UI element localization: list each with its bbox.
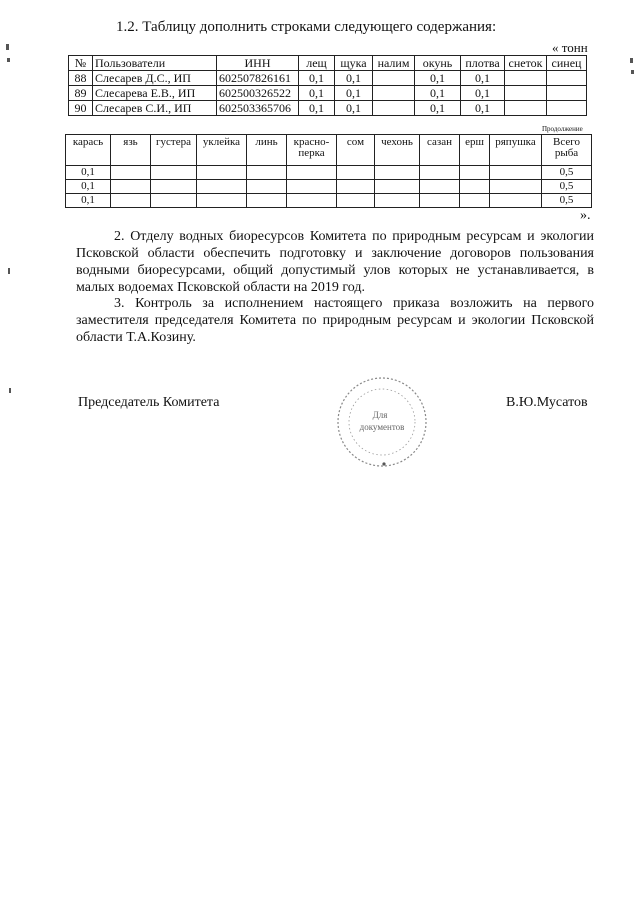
table-cell	[460, 166, 490, 180]
table-cell: 0,5	[542, 166, 592, 180]
column-header: красно-перка	[287, 135, 337, 166]
table-cell: Слесарева Е.В., ИП	[93, 86, 217, 101]
table-cell	[337, 180, 375, 194]
table-cell	[460, 194, 490, 208]
table-cell: 0,5	[542, 180, 592, 194]
column-header: чехонь	[375, 135, 420, 166]
column-header: синец	[547, 56, 587, 71]
table-cell	[247, 166, 287, 180]
quota-table-continuation	[65, 134, 592, 208]
table-cell: 90	[69, 101, 93, 116]
unit-label: « тонн	[552, 40, 588, 55]
table-cell	[420, 166, 460, 180]
signatory-name: В.Ю.Мусатов	[506, 395, 588, 410]
margin-mark	[631, 70, 634, 74]
table-cell	[490, 194, 542, 208]
table-cell	[490, 166, 542, 180]
table-cell	[547, 101, 587, 116]
column-header: уклейка	[197, 135, 247, 166]
table-cell: Слесарев Д.С., ИП	[93, 71, 217, 86]
stamp-text: Для	[372, 410, 388, 420]
column-header: густера	[151, 135, 197, 166]
table-cell: Слесарев С.И., ИП	[93, 101, 217, 116]
continuation-label: Продолжение	[542, 125, 583, 133]
table-cell: 0,1	[335, 86, 373, 101]
official-stamp	[322, 372, 442, 472]
table-cell	[151, 180, 197, 194]
margin-mark	[6, 44, 9, 50]
column-header: снеток	[505, 56, 547, 71]
table-cell	[547, 71, 587, 86]
column-header: Всего рыба	[542, 135, 592, 166]
table-cell	[373, 101, 415, 116]
table-cell	[375, 166, 420, 180]
table-cell	[375, 194, 420, 208]
table-cell	[420, 180, 460, 194]
table-cell	[197, 166, 247, 180]
table-header-row	[69, 56, 587, 71]
table-cell	[373, 71, 415, 86]
table-cell	[505, 71, 547, 86]
column-header: сазан	[420, 135, 460, 166]
closing-quote: ».	[580, 208, 591, 223]
table-cell: 602500326522	[217, 86, 299, 101]
table-cell	[373, 86, 415, 101]
table-cell	[111, 194, 151, 208]
table-cell	[505, 86, 547, 101]
table-cell: 0,1	[461, 101, 505, 116]
margin-mark	[8, 268, 10, 274]
column-header: плотва	[461, 56, 505, 71]
paragraph-3	[76, 295, 594, 346]
table-cell	[287, 180, 337, 194]
table-cell	[490, 180, 542, 194]
column-header: Пользователи	[93, 56, 217, 71]
margin-mark	[7, 58, 10, 62]
table-cell	[197, 194, 247, 208]
margin-mark	[9, 388, 11, 393]
paragraph-text: 3. Контроль за исполнением настоящего приказа возложить на первого заместителя председателя Комитета по природным ресурсам и экологии Псковской области Т.А.Козину.	[76, 296, 594, 345]
table-cell	[420, 194, 460, 208]
table-cell: 0,1	[299, 86, 335, 101]
table-row	[69, 71, 587, 86]
table-cell	[111, 166, 151, 180]
table-cell	[337, 166, 375, 180]
table-cell: 0,1	[461, 71, 505, 86]
column-header: язь	[111, 135, 151, 166]
paragraph-text: 2. Отделу водных биоресурсов Комитета по природным ресурсам и экологии Псковской области обеспечить подготовку и заключение договоров пользования водными биоресурсами, общий допустимый улов которых не устанавливается, в малых водоемах Псковской области на 2019 год.	[76, 229, 594, 295]
table-cell: 0,1	[415, 71, 461, 86]
table-cell: 0,1	[461, 86, 505, 101]
table-cell: 0,1	[66, 194, 111, 208]
table-cell	[337, 194, 375, 208]
table-row	[69, 86, 587, 101]
column-header: лещ	[299, 56, 335, 71]
stamp-text: документов	[359, 422, 405, 432]
table-row	[66, 194, 592, 208]
table-cell: 0,1	[335, 101, 373, 116]
table-cell	[151, 166, 197, 180]
quota-table-main	[68, 55, 587, 116]
column-header: №	[69, 56, 93, 71]
table-row	[66, 180, 592, 194]
table-cell: 88	[69, 71, 93, 86]
column-header: ерш	[460, 135, 490, 166]
table-cell	[151, 194, 197, 208]
table-cell: 0,1	[335, 71, 373, 86]
signatory-position: Председатель Комитета	[78, 395, 220, 410]
table-cell: 0,5	[542, 194, 592, 208]
table-cell	[460, 180, 490, 194]
column-header: налим	[373, 56, 415, 71]
column-header: карась	[66, 135, 111, 166]
table-cell	[375, 180, 420, 194]
table-cell	[547, 86, 587, 101]
table-cell: 89	[69, 86, 93, 101]
column-header: окунь	[415, 56, 461, 71]
table-cell: 0,1	[415, 101, 461, 116]
table-row	[66, 166, 592, 180]
column-header: щука	[335, 56, 373, 71]
column-header: ряпушка	[490, 135, 542, 166]
section-heading: 1.2. Таблицу дополнить строками следующего содержания:	[116, 19, 497, 35]
table-cell: 0,1	[66, 180, 111, 194]
table-cell: 0,1	[299, 71, 335, 86]
table-cell	[287, 194, 337, 208]
table-cell: 0,1	[415, 86, 461, 101]
table-cell	[111, 180, 151, 194]
table-cell	[287, 166, 337, 180]
table-cell: 0,1	[299, 101, 335, 116]
table-cell: 0,1	[66, 166, 111, 180]
table-cell	[197, 180, 247, 194]
column-header: сом	[337, 135, 375, 166]
table-cell	[505, 101, 547, 116]
column-header: линь	[247, 135, 287, 166]
column-header: ИНН	[217, 56, 299, 71]
table-row	[69, 101, 587, 116]
table-cell	[247, 194, 287, 208]
table-header-row	[66, 135, 592, 166]
table-cell	[247, 180, 287, 194]
paragraph-2	[76, 228, 594, 296]
table-cell: 602507826161	[217, 71, 299, 86]
margin-mark	[630, 58, 633, 63]
table-cell: 602503365706	[217, 101, 299, 116]
